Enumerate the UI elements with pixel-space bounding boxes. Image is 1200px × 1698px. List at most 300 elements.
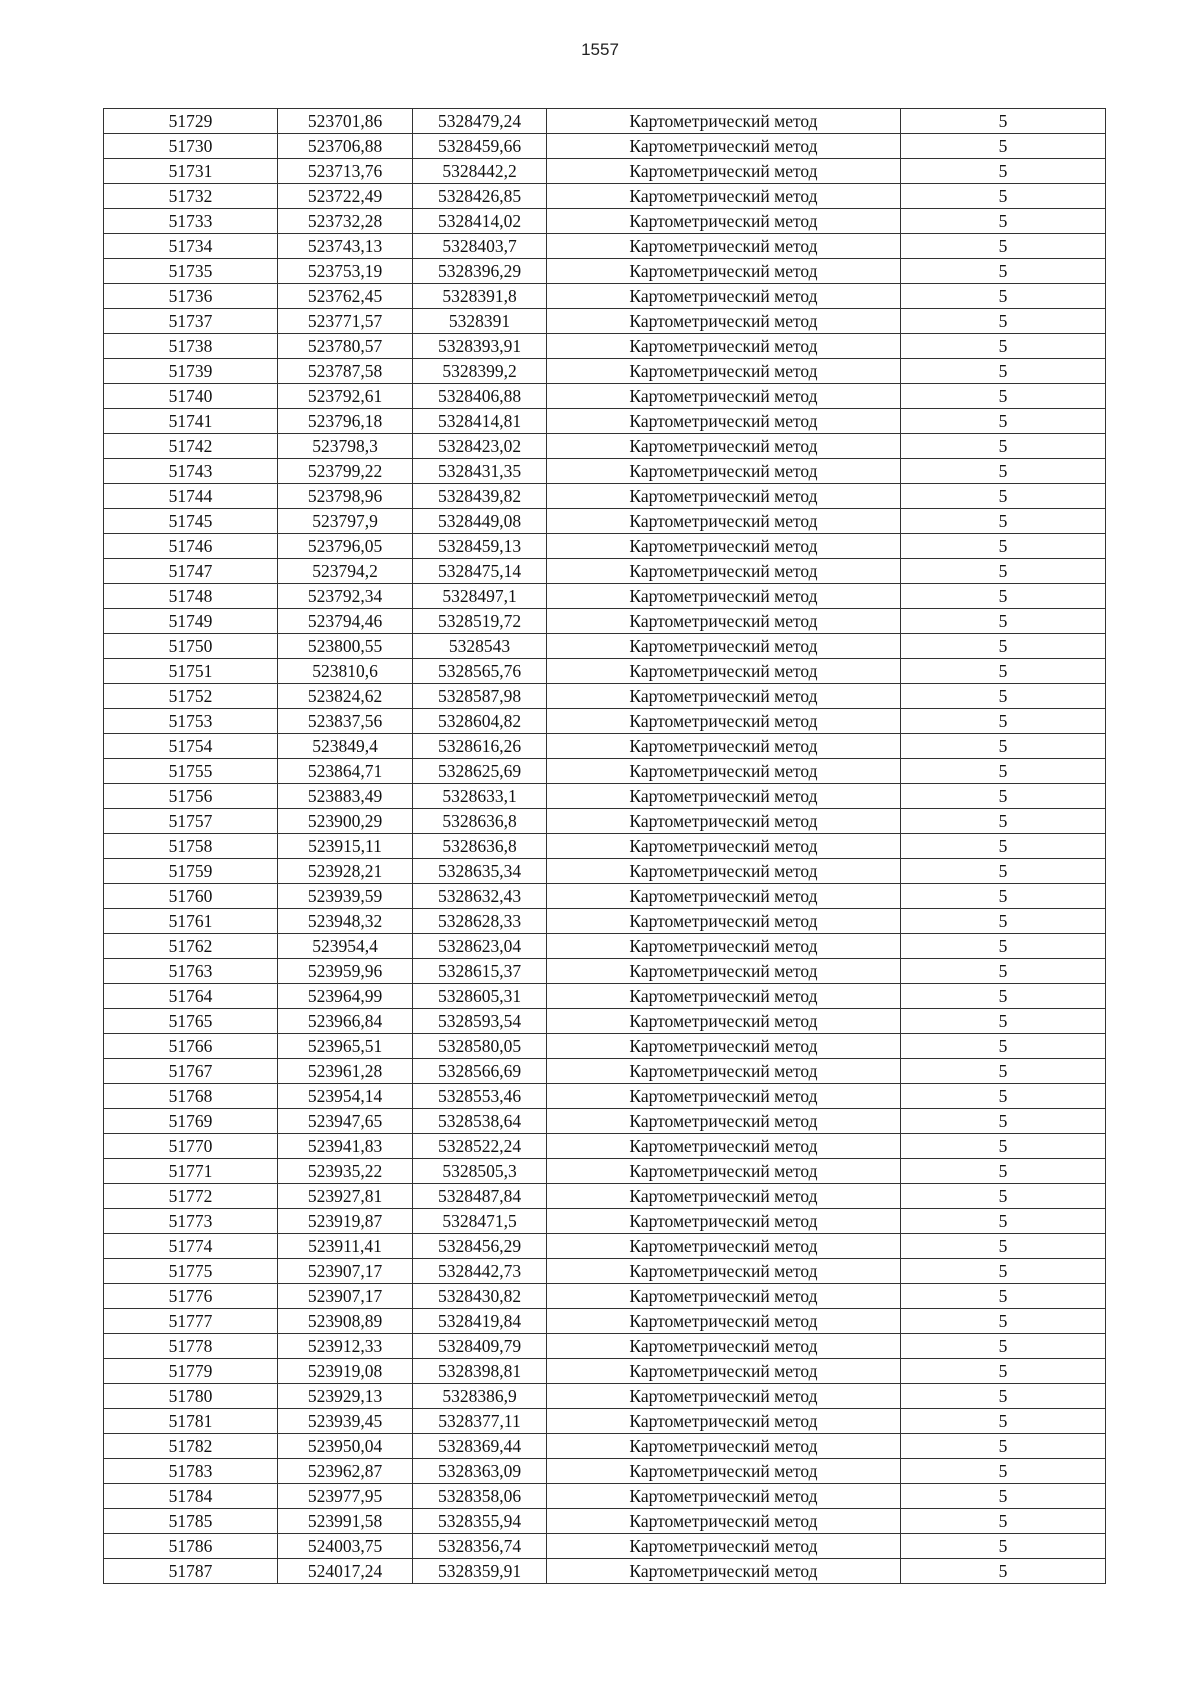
point-number-cell: 51742 (104, 434, 278, 459)
x-coordinate-cell: 523794,2 (278, 559, 413, 584)
accuracy-cell: 5 (901, 1384, 1106, 1409)
point-number-cell: 51765 (104, 1009, 278, 1034)
y-coordinate-cell: 5328414,81 (413, 409, 547, 434)
x-coordinate-cell: 523964,99 (278, 984, 413, 1009)
page-number: 1557 (581, 40, 619, 59)
accuracy-cell: 5 (901, 534, 1106, 559)
method-cell: Картометрический метод (547, 1184, 901, 1209)
method-cell: Картометрический метод (547, 634, 901, 659)
point-number-cell: 51755 (104, 759, 278, 784)
point-number-cell: 51733 (104, 209, 278, 234)
method-cell: Картометрический метод (547, 334, 901, 359)
table-row (104, 1359, 1106, 1384)
accuracy-cell: 5 (901, 1309, 1106, 1334)
y-coordinate-cell: 5328615,37 (413, 959, 547, 984)
method-cell: Картометрический метод (547, 134, 901, 159)
table-row (104, 1234, 1106, 1259)
accuracy-cell: 5 (901, 259, 1106, 284)
accuracy-cell: 5 (901, 1459, 1106, 1484)
y-coordinate-cell: 5328423,02 (413, 434, 547, 459)
accuracy-cell: 5 (901, 959, 1106, 984)
point-number-cell: 51781 (104, 1409, 278, 1434)
table-row (104, 109, 1106, 134)
y-coordinate-cell: 5328419,84 (413, 1309, 547, 1334)
point-number-cell: 51747 (104, 559, 278, 584)
table-row (104, 559, 1106, 584)
method-cell: Картометрический метод (547, 1334, 901, 1359)
method-cell: Картометрический метод (547, 159, 901, 184)
accuracy-cell: 5 (901, 109, 1106, 134)
x-coordinate-cell: 523961,28 (278, 1059, 413, 1084)
x-coordinate-cell: 523915,11 (278, 834, 413, 859)
x-coordinate-cell: 523928,21 (278, 859, 413, 884)
accuracy-cell: 5 (901, 1234, 1106, 1259)
coordinates-table (103, 108, 1106, 1584)
point-number-cell: 51767 (104, 1059, 278, 1084)
x-coordinate-cell: 524003,75 (278, 1534, 413, 1559)
accuracy-cell: 5 (901, 909, 1106, 934)
accuracy-cell: 5 (901, 984, 1106, 1009)
accuracy-cell: 5 (901, 459, 1106, 484)
accuracy-cell: 5 (901, 584, 1106, 609)
table-row (104, 1184, 1106, 1209)
x-coordinate-cell: 523919,87 (278, 1209, 413, 1234)
method-cell: Картометрический метод (547, 459, 901, 484)
method-cell: Картометрический метод (547, 284, 901, 309)
accuracy-cell: 5 (901, 1159, 1106, 1184)
point-number-cell: 51773 (104, 1209, 278, 1234)
accuracy-cell: 5 (901, 434, 1106, 459)
point-number-cell: 51746 (104, 534, 278, 559)
table-row (104, 134, 1106, 159)
method-cell: Картометрический метод (547, 1509, 901, 1534)
table-row (104, 1534, 1106, 1559)
method-cell: Картометрический метод (547, 1309, 901, 1334)
y-coordinate-cell: 5328356,74 (413, 1534, 547, 1559)
y-coordinate-cell: 5328409,79 (413, 1334, 547, 1359)
y-coordinate-cell: 5328431,35 (413, 459, 547, 484)
y-coordinate-cell: 5328439,82 (413, 484, 547, 509)
x-coordinate-cell: 523883,49 (278, 784, 413, 809)
y-coordinate-cell: 5328519,72 (413, 609, 547, 634)
point-number-cell: 51761 (104, 909, 278, 934)
y-coordinate-cell: 5328636,8 (413, 834, 547, 859)
table-row (104, 159, 1106, 184)
y-coordinate-cell: 5328456,29 (413, 1234, 547, 1259)
accuracy-cell: 5 (901, 409, 1106, 434)
accuracy-cell: 5 (901, 1434, 1106, 1459)
accuracy-cell: 5 (901, 234, 1106, 259)
y-coordinate-cell: 5328396,29 (413, 259, 547, 284)
y-coordinate-cell: 5328449,08 (413, 509, 547, 534)
x-coordinate-cell: 523794,46 (278, 609, 413, 634)
x-coordinate-cell: 523935,22 (278, 1159, 413, 1184)
accuracy-cell: 5 (901, 659, 1106, 684)
method-cell: Картометрический метод (547, 834, 901, 859)
method-cell: Картометрический метод (547, 1209, 901, 1234)
method-cell: Картометрический метод (547, 684, 901, 709)
accuracy-cell: 5 (901, 1259, 1106, 1284)
method-cell: Картометрический метод (547, 559, 901, 584)
point-number-cell: 51735 (104, 259, 278, 284)
point-number-cell: 51732 (104, 184, 278, 209)
table-row (104, 1484, 1106, 1509)
accuracy-cell: 5 (901, 734, 1106, 759)
table-row (104, 1034, 1106, 1059)
point-number-cell: 51782 (104, 1434, 278, 1459)
x-coordinate-cell: 523977,95 (278, 1484, 413, 1509)
accuracy-cell: 5 (901, 759, 1106, 784)
point-number-cell: 51777 (104, 1309, 278, 1334)
x-coordinate-cell: 523966,84 (278, 1009, 413, 1034)
method-cell: Картометрический метод (547, 1259, 901, 1284)
accuracy-cell: 5 (901, 309, 1106, 334)
y-coordinate-cell: 5328355,94 (413, 1509, 547, 1534)
method-cell: Картометрический метод (547, 1459, 901, 1484)
table-row (104, 1159, 1106, 1184)
point-number-cell: 51775 (104, 1259, 278, 1284)
y-coordinate-cell: 5328358,06 (413, 1484, 547, 1509)
method-cell: Картометрический метод (547, 209, 901, 234)
x-coordinate-cell: 523948,32 (278, 909, 413, 934)
accuracy-cell: 5 (901, 1184, 1106, 1209)
y-coordinate-cell: 5328479,24 (413, 109, 547, 134)
y-coordinate-cell: 5328522,24 (413, 1134, 547, 1159)
y-coordinate-cell: 5328487,84 (413, 1184, 547, 1209)
point-number-cell: 51771 (104, 1159, 278, 1184)
accuracy-cell: 5 (901, 709, 1106, 734)
method-cell: Картометрический метод (547, 309, 901, 334)
y-coordinate-cell: 5328391 (413, 309, 547, 334)
x-coordinate-cell: 523743,13 (278, 234, 413, 259)
accuracy-cell: 5 (901, 334, 1106, 359)
y-coordinate-cell: 5328505,3 (413, 1159, 547, 1184)
accuracy-cell: 5 (901, 1559, 1106, 1584)
x-coordinate-cell: 523798,3 (278, 434, 413, 459)
y-coordinate-cell: 5328632,43 (413, 884, 547, 909)
point-number-cell: 51738 (104, 334, 278, 359)
table-row (104, 809, 1106, 834)
x-coordinate-cell: 523792,34 (278, 584, 413, 609)
table-row (104, 659, 1106, 684)
accuracy-cell: 5 (901, 1409, 1106, 1434)
point-number-cell: 51730 (104, 134, 278, 159)
table-row (104, 909, 1106, 934)
accuracy-cell: 5 (901, 1359, 1106, 1384)
x-coordinate-cell: 523800,55 (278, 634, 413, 659)
method-cell: Картометрический метод (547, 1009, 901, 1034)
accuracy-cell: 5 (901, 684, 1106, 709)
point-number-cell: 51769 (104, 1109, 278, 1134)
x-coordinate-cell: 524017,24 (278, 1559, 413, 1584)
method-cell: Картометрический метод (547, 534, 901, 559)
method-cell: Картометрический метод (547, 384, 901, 409)
table-row (104, 409, 1106, 434)
y-coordinate-cell: 5328628,33 (413, 909, 547, 934)
table-row (104, 634, 1106, 659)
x-coordinate-cell: 523722,49 (278, 184, 413, 209)
point-number-cell: 51759 (104, 859, 278, 884)
y-coordinate-cell: 5328459,66 (413, 134, 547, 159)
method-cell: Картометрический метод (547, 184, 901, 209)
accuracy-cell: 5 (901, 1334, 1106, 1359)
accuracy-cell: 5 (901, 1034, 1106, 1059)
accuracy-cell: 5 (901, 1209, 1106, 1234)
x-coordinate-cell: 523787,58 (278, 359, 413, 384)
point-number-cell: 51741 (104, 409, 278, 434)
method-cell: Картометрический метод (547, 1559, 901, 1584)
x-coordinate-cell: 523799,22 (278, 459, 413, 484)
x-coordinate-cell: 523941,83 (278, 1134, 413, 1159)
x-coordinate-cell: 523959,96 (278, 959, 413, 984)
method-cell: Картометрический метод (547, 1284, 901, 1309)
x-coordinate-cell: 523849,4 (278, 734, 413, 759)
x-coordinate-cell: 523810,6 (278, 659, 413, 684)
point-number-cell: 51764 (104, 984, 278, 1009)
method-cell: Картометрический метод (547, 109, 901, 134)
y-coordinate-cell: 5328442,2 (413, 159, 547, 184)
accuracy-cell: 5 (901, 1534, 1106, 1559)
y-coordinate-cell: 5328414,02 (413, 209, 547, 234)
method-cell: Картометрический метод (547, 409, 901, 434)
point-number-cell: 51766 (104, 1034, 278, 1059)
table-row (104, 1284, 1106, 1309)
y-coordinate-cell: 5328393,91 (413, 334, 547, 359)
point-number-cell: 51786 (104, 1534, 278, 1559)
accuracy-cell: 5 (901, 209, 1106, 234)
method-cell: Картометрический метод (547, 734, 901, 759)
x-coordinate-cell: 523753,19 (278, 259, 413, 284)
table-row (104, 459, 1106, 484)
point-number-cell: 51783 (104, 1459, 278, 1484)
y-coordinate-cell: 5328538,64 (413, 1109, 547, 1134)
method-cell: Картометрический метод (547, 259, 901, 284)
y-coordinate-cell: 5328377,11 (413, 1409, 547, 1434)
point-number-cell: 51772 (104, 1184, 278, 1209)
y-coordinate-cell: 5328369,44 (413, 1434, 547, 1459)
point-number-cell: 51774 (104, 1234, 278, 1259)
method-cell: Картометрический метод (547, 659, 901, 684)
y-coordinate-cell: 5328363,09 (413, 1459, 547, 1484)
table-row (104, 1434, 1106, 1459)
accuracy-cell: 5 (901, 1484, 1106, 1509)
point-number-cell: 51756 (104, 784, 278, 809)
table-row (104, 284, 1106, 309)
table-row (104, 1459, 1106, 1484)
accuracy-cell: 5 (901, 1509, 1106, 1534)
accuracy-cell: 5 (901, 284, 1106, 309)
accuracy-cell: 5 (901, 134, 1106, 159)
method-cell: Картометрический метод (547, 1384, 901, 1409)
x-coordinate-cell: 523771,57 (278, 309, 413, 334)
y-coordinate-cell: 5328633,1 (413, 784, 547, 809)
y-coordinate-cell: 5328399,2 (413, 359, 547, 384)
table-row (104, 934, 1106, 959)
method-cell: Картометрический метод (547, 1084, 901, 1109)
y-coordinate-cell: 5328475,14 (413, 559, 547, 584)
x-coordinate-cell: 523864,71 (278, 759, 413, 784)
point-number-cell: 51750 (104, 634, 278, 659)
accuracy-cell: 5 (901, 184, 1106, 209)
point-number-cell: 51787 (104, 1559, 278, 1584)
y-coordinate-cell: 5328593,54 (413, 1009, 547, 1034)
x-coordinate-cell: 523701,86 (278, 109, 413, 134)
y-coordinate-cell: 5328459,13 (413, 534, 547, 559)
point-number-cell: 51760 (104, 884, 278, 909)
y-coordinate-cell: 5328587,98 (413, 684, 547, 709)
x-coordinate-cell: 523713,76 (278, 159, 413, 184)
accuracy-cell: 5 (901, 509, 1106, 534)
accuracy-cell: 5 (901, 784, 1106, 809)
method-cell: Картометрический метод (547, 784, 901, 809)
y-coordinate-cell: 5328623,04 (413, 934, 547, 959)
method-cell: Картометрический метод (547, 584, 901, 609)
table-row (104, 1059, 1106, 1084)
table-row (104, 1509, 1106, 1534)
table-row (104, 1109, 1106, 1134)
table-row (104, 684, 1106, 709)
table-row (104, 1559, 1106, 1584)
method-cell: Картометрический метод (547, 1484, 901, 1509)
x-coordinate-cell: 523798,96 (278, 484, 413, 509)
accuracy-cell: 5 (901, 484, 1106, 509)
table-row (104, 359, 1106, 384)
y-coordinate-cell: 5328580,05 (413, 1034, 547, 1059)
table-row (104, 534, 1106, 559)
table-row (104, 509, 1106, 534)
table-row (104, 1134, 1106, 1159)
x-coordinate-cell: 523796,18 (278, 409, 413, 434)
table-row (104, 1009, 1106, 1034)
accuracy-cell: 5 (901, 884, 1106, 909)
point-number-cell: 51785 (104, 1509, 278, 1534)
accuracy-cell: 5 (901, 559, 1106, 584)
x-coordinate-cell: 523947,65 (278, 1109, 413, 1134)
point-number-cell: 51776 (104, 1284, 278, 1309)
table-row (104, 584, 1106, 609)
table-row (104, 209, 1106, 234)
y-coordinate-cell: 5328403,7 (413, 234, 547, 259)
accuracy-cell: 5 (901, 834, 1106, 859)
x-coordinate-cell: 523762,45 (278, 284, 413, 309)
method-cell: Картометрический метод (547, 609, 901, 634)
point-number-cell: 51752 (104, 684, 278, 709)
y-coordinate-cell: 5328605,31 (413, 984, 547, 1009)
x-coordinate-cell: 523950,04 (278, 1434, 413, 1459)
x-coordinate-cell: 523797,9 (278, 509, 413, 534)
y-coordinate-cell: 5328391,8 (413, 284, 547, 309)
y-coordinate-cell: 5328636,8 (413, 809, 547, 834)
table-row (104, 384, 1106, 409)
x-coordinate-cell: 523796,05 (278, 534, 413, 559)
method-cell: Картометрический метод (547, 359, 901, 384)
x-coordinate-cell: 523780,57 (278, 334, 413, 359)
table-row (104, 609, 1106, 634)
table-row (104, 709, 1106, 734)
coordinates-table-body (104, 109, 1106, 1584)
x-coordinate-cell: 523912,33 (278, 1334, 413, 1359)
point-number-cell: 51768 (104, 1084, 278, 1109)
method-cell: Картометрический метод (547, 984, 901, 1009)
x-coordinate-cell: 523954,14 (278, 1084, 413, 1109)
y-coordinate-cell: 5328406,88 (413, 384, 547, 409)
method-cell: Картометрический метод (547, 1234, 901, 1259)
x-coordinate-cell: 523732,28 (278, 209, 413, 234)
point-number-cell: 51784 (104, 1484, 278, 1509)
point-number-cell: 51751 (104, 659, 278, 684)
table-row (104, 1309, 1106, 1334)
table-row (104, 734, 1106, 759)
method-cell: Картометрический метод (547, 1034, 901, 1059)
method-cell: Картометрический метод (547, 1409, 901, 1434)
accuracy-cell: 5 (901, 859, 1106, 884)
table-row (104, 959, 1106, 984)
point-number-cell: 51736 (104, 284, 278, 309)
accuracy-cell: 5 (901, 1134, 1106, 1159)
method-cell: Картометрический метод (547, 1134, 901, 1159)
point-number-cell: 51763 (104, 959, 278, 984)
table-row (104, 259, 1106, 284)
point-number-cell: 51754 (104, 734, 278, 759)
x-coordinate-cell: 523907,17 (278, 1259, 413, 1284)
x-coordinate-cell: 523954,4 (278, 934, 413, 959)
x-coordinate-cell: 523908,89 (278, 1309, 413, 1334)
table-row (104, 784, 1106, 809)
table-row (104, 1334, 1106, 1359)
point-number-cell: 51734 (104, 234, 278, 259)
x-coordinate-cell: 523939,45 (278, 1409, 413, 1434)
x-coordinate-cell: 523991,58 (278, 1509, 413, 1534)
point-number-cell: 51778 (104, 1334, 278, 1359)
y-coordinate-cell: 5328426,85 (413, 184, 547, 209)
table-row (104, 234, 1106, 259)
method-cell: Картометрический метод (547, 934, 901, 959)
x-coordinate-cell: 523911,41 (278, 1234, 413, 1259)
table-row (104, 759, 1106, 784)
y-coordinate-cell: 5328471,5 (413, 1209, 547, 1234)
table-row (104, 1084, 1106, 1109)
point-number-cell: 51737 (104, 309, 278, 334)
method-cell: Картометрический метод (547, 759, 901, 784)
point-number-cell: 51740 (104, 384, 278, 409)
y-coordinate-cell: 5328635,34 (413, 859, 547, 884)
y-coordinate-cell: 5328625,69 (413, 759, 547, 784)
y-coordinate-cell: 5328442,73 (413, 1259, 547, 1284)
accuracy-cell: 5 (901, 1084, 1106, 1109)
x-coordinate-cell: 523824,62 (278, 684, 413, 709)
method-cell: Картометрический метод (547, 509, 901, 534)
y-coordinate-cell: 5328553,46 (413, 1084, 547, 1109)
table-row (104, 1259, 1106, 1284)
table-row (104, 884, 1106, 909)
x-coordinate-cell: 523965,51 (278, 1034, 413, 1059)
x-coordinate-cell: 523792,61 (278, 384, 413, 409)
accuracy-cell: 5 (901, 1009, 1106, 1034)
point-number-cell: 51731 (104, 159, 278, 184)
method-cell: Картометрический метод (547, 884, 901, 909)
method-cell: Картометрический метод (547, 1109, 901, 1134)
method-cell: Картометрический метод (547, 234, 901, 259)
x-coordinate-cell: 523907,17 (278, 1284, 413, 1309)
accuracy-cell: 5 (901, 384, 1106, 409)
table-row (104, 984, 1106, 1009)
accuracy-cell: 5 (901, 359, 1106, 384)
table-row (104, 184, 1106, 209)
accuracy-cell: 5 (901, 159, 1106, 184)
table-row (104, 334, 1106, 359)
y-coordinate-cell: 5328359,91 (413, 1559, 547, 1584)
table-row (104, 434, 1106, 459)
